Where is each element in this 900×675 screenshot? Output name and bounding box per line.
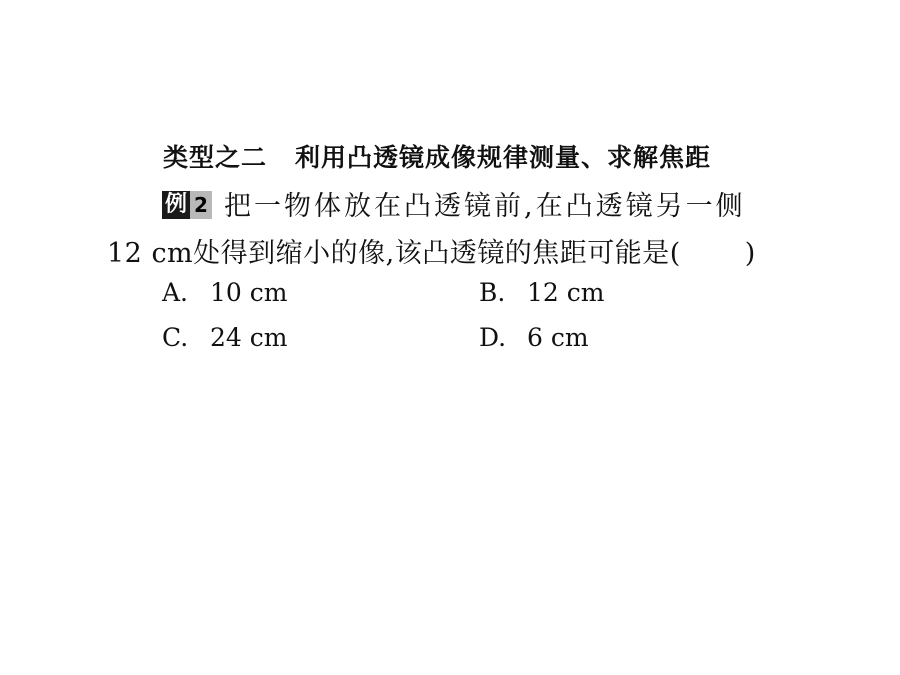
option-text: 12 cm xyxy=(527,278,605,307)
option-letter: B. xyxy=(479,278,506,307)
question-text-line-2: 12 cm处得到缩小的像,该凸透镜的焦距可能是( xyxy=(107,238,681,269)
option-letter: A. xyxy=(162,278,189,307)
example-badge xyxy=(162,191,212,219)
example-badge-label: 例 xyxy=(162,191,190,219)
option-b xyxy=(479,278,604,307)
question-line-1 xyxy=(162,184,746,223)
example-badge-number: 2 xyxy=(190,191,212,219)
option-d xyxy=(479,323,589,352)
topic-title: 利用凸透镜成像规律测量、求解焦距 xyxy=(295,143,712,172)
option-text: 10 cm xyxy=(210,278,288,307)
type-label: 类型之二 xyxy=(163,143,268,172)
closing-paren: ) xyxy=(744,238,756,269)
option-letter: C. xyxy=(162,323,189,352)
question-text-line-1: 把一物体放在凸透镜前,在凸透镜另一侧 xyxy=(224,191,746,222)
option-letter: D. xyxy=(479,323,507,352)
option-text: 24 cm xyxy=(210,323,288,352)
option-c xyxy=(162,323,287,352)
option-text: 6 cm xyxy=(527,323,589,352)
option-a xyxy=(162,278,287,307)
question-line-2 xyxy=(107,231,756,270)
section-heading xyxy=(163,138,711,174)
